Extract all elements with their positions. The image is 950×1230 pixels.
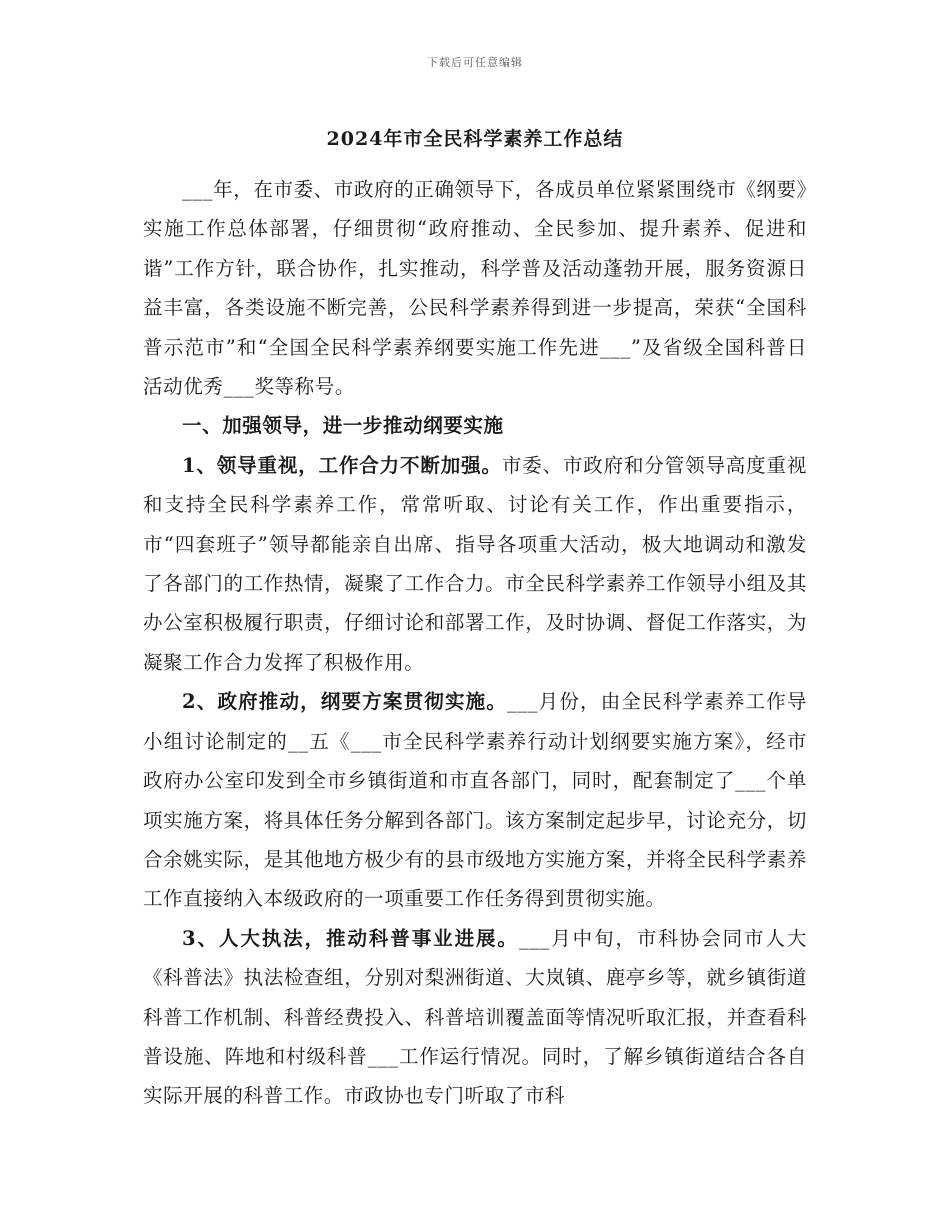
document-title: 2024年市全民科学素养工作总结 <box>326 128 624 150</box>
header-note: 下载后可任意编辑 <box>427 56 523 69</box>
paragraph-3 <box>143 919 807 1116</box>
paragraph-1-text: 市委、市政府和分管领导高度重视和支持全民科学素养工作，常常听取、讨论有关工作，作出重要指示，市“四套班子”领导都能亲自出席、指导各项重大活动，极大地调动和激发了各部门的工作热情，凝聚了工作合力。市全民科学素养工作领导小组及其办公室积极履行职责，仔细讨论和部署工作，及时协调、督促工作落实，为凝聚工作合力发挥了积极作用。 <box>143 453 807 674</box>
paragraph-2-lead: 2、政府推动，纲要方案贯彻实施。 <box>182 690 508 714</box>
paragraph-1-lead: 1、领导重视，工作合力不断加强。 <box>182 453 502 477</box>
document-body <box>143 170 807 1116</box>
intro-paragraph: ___年，在市委、市政府的正确领导下，各成员单位紧紧围绕市《纲要》实施工作总体部署，仔细贯彻“政府推动、全民参加、提升素养、促进和谐”工作方针，联合协作，扎实推动，科学普及活动蓬勃开展，服务资源日益丰富，各类设施不断完善，公民科学素养得到进一步提高，荣获“全国科普示范市”和“全国全民科学素养纲要实施工作先进___”及省级全国科普日活动优秀___奖等称号。 <box>143 178 807 399</box>
paragraph-3-text: ___月中旬，市科协会同市人大《科普法》执法检查组，分别对梨洲街道、大岚镇、鹿亭乡等，就乡镇街道科普工作机制、科普经费投入、科普培训覆盖面等情况听取汇报，并查看科普设施、阵地和村级科普___工作运行情况。同时，了解乡镇街道结合各自实际开展的科普工作。市政协也专门听取了市科 <box>143 926 807 1108</box>
paragraph-2 <box>143 682 807 918</box>
section-heading-1: 一、加强领导，进一步推动纲要实施 <box>182 414 504 438</box>
paragraph-1 <box>143 446 807 682</box>
paragraph-3-lead: 3、人大执法，推动科普事业进展。 <box>182 926 519 950</box>
paragraph-2-text: ___月份，由全民科学素养工作导小组讨论制定的__五《___市全民科学素养行动计划纲要实施方案》，经市政府办公室印发到全市乡镇街道和市直各部门，同时，配套制定了___个单项实施方案，将具体任务分解到各部门。该方案制定起步早，讨论充分，切合余姚实际，是其他地方极少有的县市级地方实施方案，并将全民科学素养工作直接纳入本级政府的一项重要工作任务得到贯彻实施。 <box>143 690 807 911</box>
